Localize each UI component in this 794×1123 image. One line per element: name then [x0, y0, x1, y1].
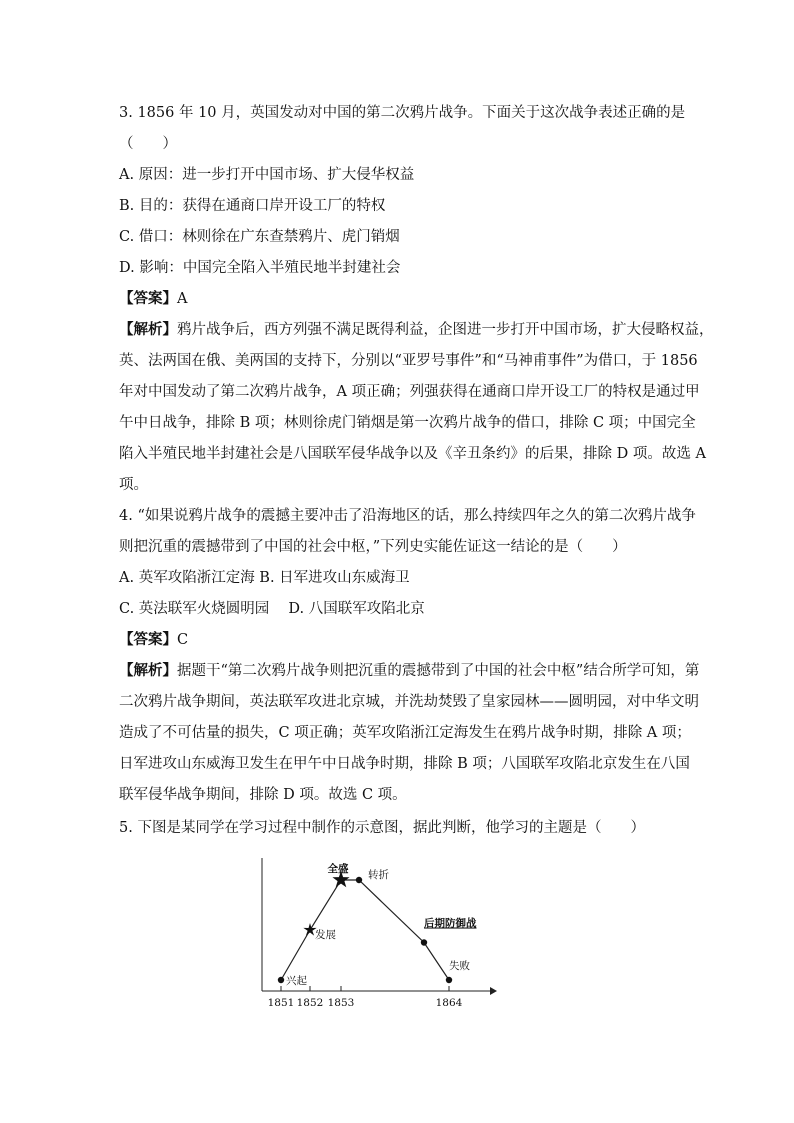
q3-answer-value: A — [177, 291, 188, 307]
x-tick-label-1864: 1864 — [435, 997, 463, 1009]
q3-option-d: D. 影响：中国完全陷入半殖民地半封建社会 — [119, 260, 401, 276]
point-label-1864: 失败 — [449, 960, 470, 972]
point-label-1851: 兴起 — [286, 975, 307, 987]
q4-answer — [119, 630, 679, 650]
point-label-1862: 后期防御战 — [424, 917, 477, 930]
q3-option-c: C. 借口：林则徐在广东查禁鸦片、虎门销烟 — [119, 229, 400, 245]
q3-option-a: A. 原因：进一步打开中国市场、扩大侵华权益 — [119, 167, 415, 183]
q3-stem-line1: 3. 1856 年 10 月，英国发动对中国的第二次鸦片战争。下面关于这次战争表述正确的是 — [119, 105, 686, 121]
q4-analysis-line1 — [119, 661, 700, 681]
q3-analysis-line3: 年对中国发动了第二次鸦片战争，A 项正确；列强获得在通商口岸开设工厂的特权是通过甲 — [119, 384, 700, 400]
q3-analysis-line1 — [119, 320, 714, 340]
x-tick-label-1853: 1853 — [327, 997, 355, 1009]
q4-answer-value: C — [177, 632, 189, 648]
q4-options-row1: A. 英军攻陷浙江定海 B. 日军进攻山东威海卫 — [119, 570, 410, 586]
q3-stem-line2: （ ） — [119, 136, 177, 152]
q3-analysis-line5: 陷入半殖民地半封建社会是八国联军侵华战争以及《辛丑条约》的后果，排除 D 项。故选 A — [119, 446, 706, 462]
q3-option-b: B. 目的：获得在通商口岸开设工厂的特权 — [119, 198, 386, 214]
q5-stem-line1: 5. 下图是某同学在学习过程中制作的示意图，据此判断，他学习的主题是（ ） — [119, 820, 645, 836]
q3-answer-label: 【答案】 — [119, 290, 177, 307]
dot-marker-1851 — [278, 977, 284, 983]
x-axis-arrow — [490, 987, 497, 995]
dot-marker-1864 — [446, 977, 452, 983]
dot-marker-1862 — [421, 939, 427, 945]
q4-options-row2: C. 英法联军火烧圆明园 D. 八国联军攻陷北京 — [119, 601, 425, 617]
x-tick-label-1852: 1852 — [296, 997, 324, 1009]
q3-analysis-line4: 午中日战争，排除 B 项；林则徐虎门销烟是第一次鸦片战争的借口，排除 C 项；中国完全 — [119, 415, 696, 431]
point-label-1856: 转折 — [368, 869, 389, 881]
q3-analysis-text1: 鸦片战争后，西方列强不满足既得利益，企图进一步打开中国市场，扩大侵略权益， — [177, 322, 714, 338]
q4-analysis-line5: 联军侵华战争期间，排除 D 项。故选 C 项。 — [119, 787, 407, 803]
q4-analysis-label: 【解析】 — [119, 662, 177, 679]
q4-analysis-line4: 日军进攻山东威海卫发生在甲午中日战争时期，排除 B 项；八国联军攻陷北京发生在八国 — [119, 756, 690, 772]
point-label-1852: 发展 — [315, 929, 336, 941]
dot-marker-1856 — [356, 877, 362, 883]
q3-analysis-line6: 项。 — [119, 477, 148, 493]
q3-analysis-label: 【解析】 — [119, 321, 177, 338]
q3-answer — [119, 289, 679, 309]
point-label-1853: 全盛 — [327, 863, 349, 875]
q4-stem-line2: 则把沉重的震撼带到了中国的社会中枢，”下列史实能佐证这一结论的是（ ） — [119, 539, 627, 555]
trend-line — [281, 880, 449, 980]
taiping-stage-diagram — [250, 850, 500, 1015]
x-tick-label-1851: 1851 — [267, 997, 295, 1009]
q4-answer-label: 【答案】 — [119, 631, 177, 648]
q4-analysis-line3: 造成了不可估量的损失，C 项正确；英军攻陷浙江定海发生在鸦片战争时期，排除 A 项； — [119, 725, 691, 741]
q3-analysis-line2: 英、法两国在俄、美两国的支持下，分别以“亚罗号事件”和“马神甫事件”为借口，于 1856 — [119, 353, 698, 369]
q4-analysis-text1: 据题干“第二次鸦片战争则把沉重的震撼带到了中国的社会中枢”结合所学可知，第 — [177, 663, 700, 679]
q4-analysis-line2: 二次鸦片战争期间，英法联军攻进北京城，并洗劫焚毁了皇家园林——圆明园，对中华文明 — [119, 694, 699, 710]
q4-stem-line1: 4. “如果说鸦片战争的震撼主要冲击了沿海地区的话，那么持续四年之久的第二次鸦片战争 — [119, 508, 696, 524]
